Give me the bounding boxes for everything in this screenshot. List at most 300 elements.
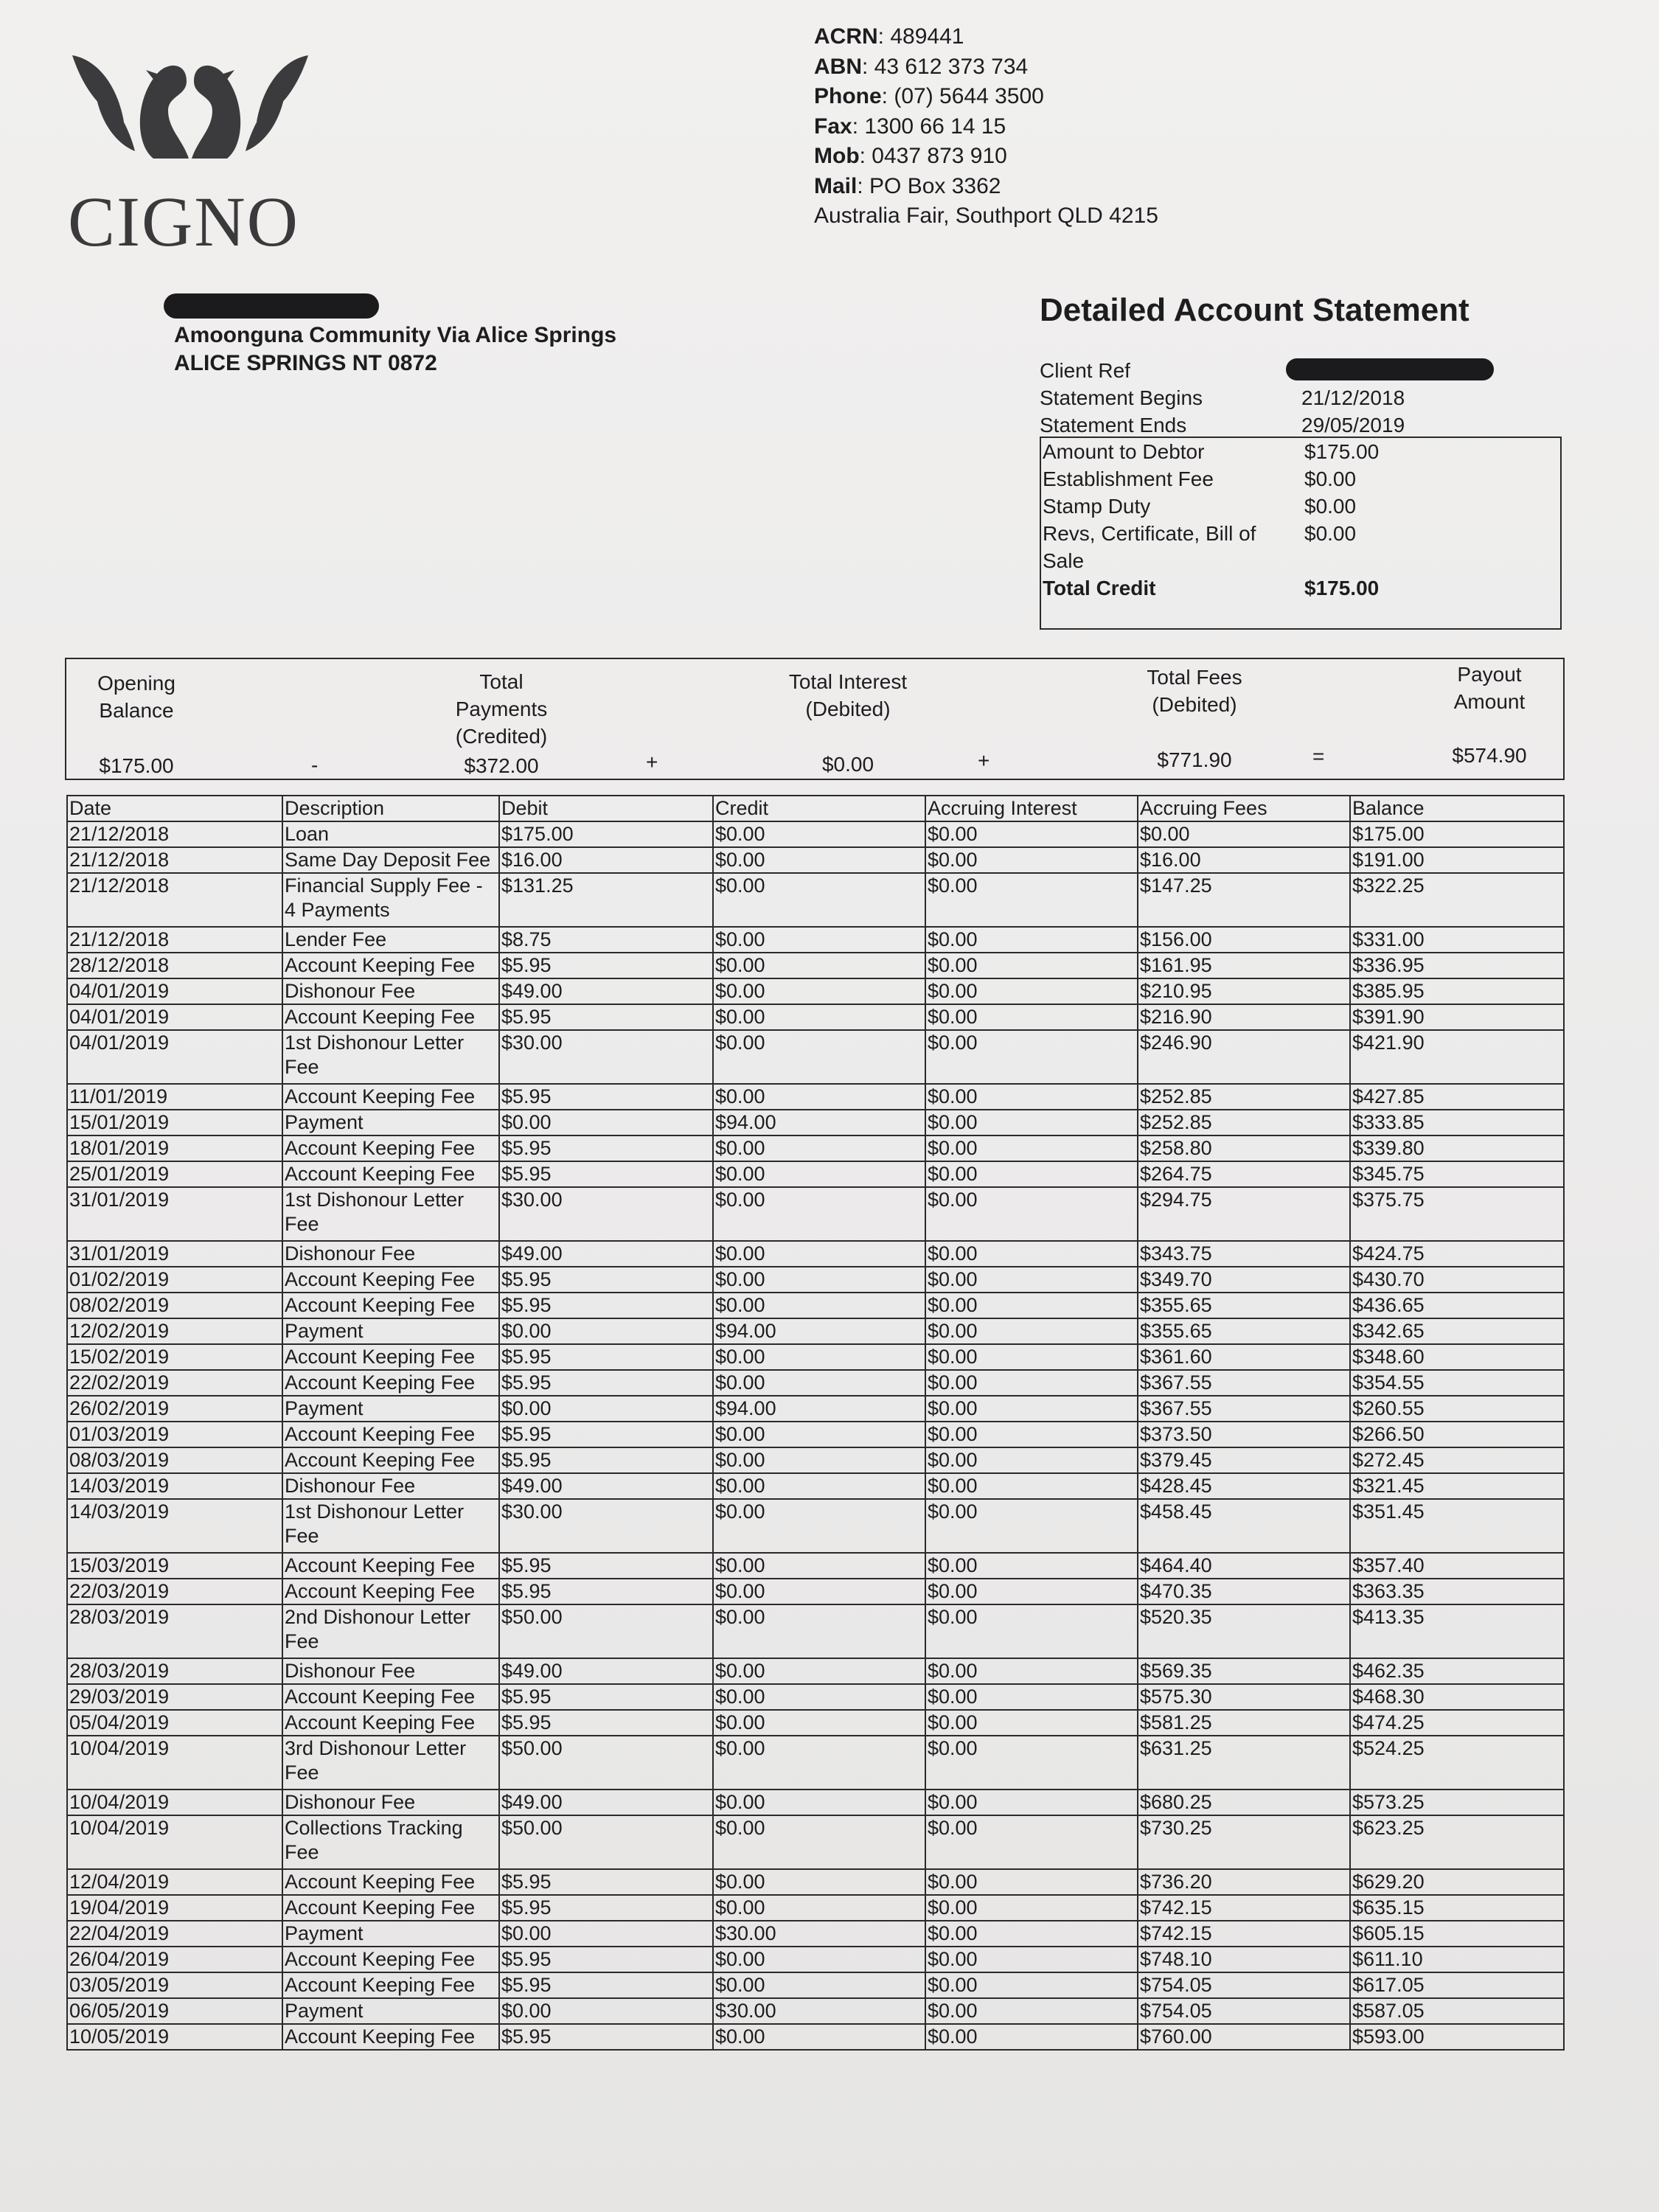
cell-accruing-fees: $379.45 — [1138, 1447, 1350, 1473]
cell-date: 31/01/2019 — [67, 1241, 282, 1267]
cell-accruing-fees: $575.30 — [1138, 1684, 1350, 1710]
cell-description: Account Keeping Fee — [282, 1267, 499, 1293]
cell-accruing-interest: $0.00 — [925, 1110, 1138, 1135]
cell-balance: $351.45 — [1350, 1499, 1564, 1553]
table-row — [67, 1135, 1564, 1161]
cell-balance: $385.95 — [1350, 978, 1564, 1004]
cell-balance: $468.30 — [1350, 1684, 1564, 1710]
cell-accruing-fees: $349.70 — [1138, 1267, 1350, 1293]
cell-credit: $0.00 — [713, 873, 925, 927]
cell-credit: $0.00 — [713, 821, 925, 847]
total-payments-value: $372.00 — [464, 754, 539, 777]
cell-debit: $0.00 — [499, 1921, 713, 1947]
cell-description: Account Keeping Fee — [282, 1135, 499, 1161]
cell-debit: $50.00 — [499, 1815, 713, 1869]
cell-accruing-interest: $0.00 — [925, 927, 1138, 953]
cell-date: 21/12/2018 — [67, 821, 282, 847]
establishment-fee-value: $0.00 — [1304, 467, 1357, 490]
cell-credit: $0.00 — [713, 1344, 925, 1370]
cell-description: Account Keeping Fee — [282, 1947, 499, 1972]
payout-amount-value: $574.90 — [1452, 744, 1527, 767]
revs-label-cont: Sale — [1043, 549, 1085, 572]
total-interest: Total Interest (Debited) — [788, 670, 908, 720]
cell-description: 2nd Dishonour Letter Fee — [282, 1604, 499, 1658]
cell-credit: $0.00 — [713, 1293, 925, 1318]
cell-debit: $131.25 — [499, 873, 713, 927]
cell-credit: $0.00 — [713, 1710, 925, 1736]
cell-credit: $0.00 — [713, 1135, 925, 1161]
cell-accruing-interest: $0.00 — [925, 1604, 1138, 1658]
table-row — [67, 1579, 1564, 1604]
cell-credit: $94.00 — [713, 1110, 925, 1135]
col-credit: Credit — [713, 796, 925, 821]
cell-debit: $49.00 — [499, 1473, 713, 1499]
cell-date: 04/01/2019 — [67, 1030, 282, 1084]
cell-credit: $0.00 — [713, 1473, 925, 1499]
cell-debit: $5.95 — [499, 1684, 713, 1710]
cell-date: 05/04/2019 — [67, 1710, 282, 1736]
cell-accruing-interest: $0.00 — [925, 1004, 1138, 1030]
cell-date: 18/01/2019 — [67, 1135, 282, 1161]
cell-description: Lender Fee — [282, 927, 499, 953]
cell-debit: $50.00 — [499, 1604, 713, 1658]
stamp-duty-value: $0.00 — [1304, 495, 1357, 518]
cell-accruing-fees: $428.45 — [1138, 1473, 1350, 1499]
cell-date: 10/04/2019 — [67, 1736, 282, 1790]
cell-description: Account Keeping Fee — [282, 1869, 499, 1895]
cell-description: Dishonour Fee — [282, 1241, 499, 1267]
cell-description: Payment — [282, 1110, 499, 1135]
revs-value: $0.00 — [1304, 522, 1357, 545]
table-row — [67, 1396, 1564, 1422]
cell-accruing-interest: $0.00 — [925, 1187, 1138, 1241]
table-row — [67, 1710, 1564, 1736]
cell-debit: $5.95 — [499, 1947, 713, 1972]
recipient-line-2: ALICE SPRINGS NT 0872 — [174, 351, 437, 375]
cell-description: Payment — [282, 1318, 499, 1344]
cell-accruing-fees: $252.85 — [1138, 1110, 1350, 1135]
cell-debit: $5.95 — [499, 1004, 713, 1030]
cell-debit: $5.95 — [499, 1084, 713, 1110]
cell-accruing-fees: $464.40 — [1138, 1553, 1350, 1579]
cell-credit: $0.00 — [713, 1422, 925, 1447]
cell-accruing-interest: $0.00 — [925, 1579, 1138, 1604]
cell-date: 03/05/2019 — [67, 1972, 282, 1998]
cell-accruing-interest: $0.00 — [925, 1370, 1138, 1396]
cell-accruing-fees: $16.00 — [1138, 847, 1350, 873]
stamp-duty-label: Stamp Duty — [1043, 495, 1151, 518]
cell-accruing-interest: $0.00 — [925, 1790, 1138, 1815]
cell-credit: $0.00 — [713, 1579, 925, 1604]
table-row — [67, 1604, 1564, 1658]
cell-description: Dishonour Fee — [282, 978, 499, 1004]
cell-description: 1st Dishonour Letter Fee — [282, 1030, 499, 1084]
table-row — [67, 978, 1564, 1004]
cell-credit: $0.00 — [713, 1267, 925, 1293]
table-row — [67, 1030, 1564, 1084]
cell-credit: $0.00 — [713, 1658, 925, 1684]
cell-debit: $5.95 — [499, 1895, 713, 1921]
cell-accruing-fees: $581.25 — [1138, 1710, 1350, 1736]
cell-description: Account Keeping Fee — [282, 1422, 499, 1447]
cell-accruing-interest: $0.00 — [925, 1658, 1138, 1684]
cell-credit: $0.00 — [713, 1895, 925, 1921]
cell-balance: $427.85 — [1350, 1084, 1564, 1110]
table-row — [67, 1241, 1564, 1267]
cell-balance: $413.35 — [1350, 1604, 1564, 1658]
table-row — [67, 1004, 1564, 1030]
cell-credit: $0.00 — [713, 1604, 925, 1658]
revs-label: Revs, Certificate, Bill of — [1043, 522, 1256, 545]
cell-accruing-fees: $736.20 — [1138, 1869, 1350, 1895]
cell-date: 08/03/2019 — [67, 1447, 282, 1473]
col-balance: Balance — [1350, 796, 1564, 821]
cell-balance: $342.65 — [1350, 1318, 1564, 1344]
cell-accruing-fees: $156.00 — [1138, 927, 1350, 953]
minus-sign: - — [311, 754, 319, 776]
cell-description: Loan — [282, 821, 499, 847]
table-row — [67, 927, 1564, 953]
cell-balance: $363.35 — [1350, 1579, 1564, 1604]
total-credit-label: Total Credit — [1043, 577, 1156, 599]
cell-accruing-interest: $0.00 — [925, 1998, 1138, 2024]
cell-date: 11/01/2019 — [67, 1084, 282, 1110]
cell-balance: $260.55 — [1350, 1396, 1564, 1422]
establishment-fee-label: Establishment Fee — [1043, 467, 1214, 490]
cell-debit: $30.00 — [499, 1187, 713, 1241]
table-row — [67, 1869, 1564, 1895]
cell-credit: $0.00 — [713, 1161, 925, 1187]
cell-debit: $5.95 — [499, 1370, 713, 1396]
cell-date: 19/04/2019 — [67, 1895, 282, 1921]
table-row — [67, 1267, 1564, 1293]
cell-accruing-interest: $0.00 — [925, 1293, 1138, 1318]
company-contact — [814, 22, 1158, 232]
cell-credit: $30.00 — [713, 1998, 925, 2024]
cell-date: 29/03/2019 — [67, 1684, 282, 1710]
cell-description: Account Keeping Fee — [282, 1579, 499, 1604]
table-row — [67, 1473, 1564, 1499]
client-ref-label: Client Ref — [1040, 359, 1130, 382]
cell-accruing-fees: $748.10 — [1138, 1947, 1350, 1972]
mail: Mail: PO Box 3362 — [814, 173, 1001, 198]
payout-amount: Payout Amount — [1453, 663, 1526, 713]
table-row — [67, 1736, 1564, 1790]
cell-accruing-interest: $0.00 — [925, 1895, 1138, 1921]
cell-accruing-fees: $458.45 — [1138, 1499, 1350, 1553]
cell-date: 21/12/2018 — [67, 847, 282, 873]
table-row — [67, 1187, 1564, 1241]
cell-credit: $0.00 — [713, 1947, 925, 1972]
cell-accruing-interest: $0.00 — [925, 847, 1138, 873]
cell-accruing-fees: $264.75 — [1138, 1161, 1350, 1187]
cell-date: 01/02/2019 — [67, 1267, 282, 1293]
table-row — [67, 1110, 1564, 1135]
amount-to-debtor-value: $175.00 — [1304, 440, 1380, 463]
cell-accruing-interest: $0.00 — [925, 1710, 1138, 1736]
cell-description: Account Keeping Fee — [282, 2024, 499, 2050]
cell-description: Payment — [282, 1998, 499, 2024]
acrn: ACRN: 489441 — [814, 24, 964, 49]
cell-accruing-interest: $0.00 — [925, 1921, 1138, 1947]
statement-ends-label: Statement Ends — [1040, 414, 1187, 437]
cell-accruing-interest: $0.00 — [925, 1869, 1138, 1895]
cell-debit: $5.95 — [499, 1161, 713, 1187]
cell-balance: $462.35 — [1350, 1658, 1564, 1684]
cell-balance: $474.25 — [1350, 1710, 1564, 1736]
table-row — [67, 873, 1564, 927]
cell-date: 10/04/2019 — [67, 1790, 282, 1815]
cell-balance: $345.75 — [1350, 1161, 1564, 1187]
table-row — [67, 1370, 1564, 1396]
cell-credit: $0.00 — [713, 1815, 925, 1869]
table-row — [67, 1921, 1564, 1947]
cell-balance: $593.00 — [1350, 2024, 1564, 2050]
total-fees-value: $771.90 — [1157, 748, 1232, 771]
cell-accruing-fees: $367.55 — [1138, 1370, 1350, 1396]
statement-title: Detailed Account Statement — [1040, 292, 1470, 328]
cell-balance: $331.00 — [1350, 927, 1564, 953]
cell-accruing-interest: $0.00 — [925, 1684, 1138, 1710]
cell-accruing-fees: $216.90 — [1138, 1004, 1350, 1030]
cell-accruing-interest: $0.00 — [925, 1447, 1138, 1473]
cell-balance: $430.70 — [1350, 1267, 1564, 1293]
table-row — [67, 1422, 1564, 1447]
cell-debit: $5.95 — [499, 1135, 713, 1161]
redacted-name — [164, 293, 379, 319]
cell-accruing-interest: $0.00 — [925, 821, 1138, 847]
cell-description: 1st Dishonour Letter Fee — [282, 1187, 499, 1241]
cell-balance: $333.85 — [1350, 1110, 1564, 1135]
cell-date: 15/03/2019 — [67, 1553, 282, 1579]
cell-date: 10/05/2019 — [67, 2024, 282, 2050]
cell-date: 15/02/2019 — [67, 1344, 282, 1370]
cell-credit: $0.00 — [713, 1004, 925, 1030]
cell-balance: $611.10 — [1350, 1947, 1564, 1972]
cell-credit: $0.00 — [713, 2024, 925, 2050]
cell-debit: $5.95 — [499, 1447, 713, 1473]
cell-debit: $49.00 — [499, 1790, 713, 1815]
cell-accruing-fees: $294.75 — [1138, 1187, 1350, 1241]
plus-sign-1: + — [646, 751, 658, 773]
cell-credit: $30.00 — [713, 1921, 925, 1947]
table-row — [67, 1972, 1564, 1998]
cell-debit: $5.95 — [499, 1344, 713, 1370]
cell-debit: $5.95 — [499, 1710, 713, 1736]
cell-debit: $8.75 — [499, 927, 713, 953]
cell-date: 04/01/2019 — [67, 978, 282, 1004]
total-credit-value: $175.00 — [1304, 577, 1380, 599]
cell-description: Account Keeping Fee — [282, 1553, 499, 1579]
cell-debit: $49.00 — [499, 1241, 713, 1267]
cell-balance: $391.90 — [1350, 1004, 1564, 1030]
cell-description: Account Keeping Fee — [282, 1447, 499, 1473]
mail-address: Australia Fair, Southport QLD 4215 — [814, 204, 1158, 228]
cell-balance: $524.25 — [1350, 1736, 1564, 1790]
cell-description: 1st Dishonour Letter Fee — [282, 1499, 499, 1553]
cell-description: Payment — [282, 1396, 499, 1422]
table-row — [67, 1998, 1564, 2024]
cell-debit: $49.00 — [499, 1658, 713, 1684]
cell-debit: $5.95 — [499, 1579, 713, 1604]
table-row — [67, 821, 1564, 847]
col-date: Date — [67, 796, 282, 821]
cell-balance: $357.40 — [1350, 1553, 1564, 1579]
cell-accruing-fees: $246.90 — [1138, 1030, 1350, 1084]
table-row — [67, 1318, 1564, 1344]
cell-balance: $421.90 — [1350, 1030, 1564, 1084]
cell-debit: $5.95 — [499, 1972, 713, 1998]
opening-balance-value: $175.00 — [99, 754, 174, 777]
cell-credit: $0.00 — [713, 1499, 925, 1553]
cell-description: Account Keeping Fee — [282, 1895, 499, 1921]
table-row — [67, 1815, 1564, 1869]
cell-description: Dishonour Fee — [282, 1473, 499, 1499]
abn: ABN: 43 612 373 734 — [814, 54, 1029, 79]
cell-description: Account Keeping Fee — [282, 1004, 499, 1030]
cell-date: 06/05/2019 — [67, 1998, 282, 2024]
cell-accruing-fees: $258.80 — [1138, 1135, 1350, 1161]
cell-credit: $0.00 — [713, 1084, 925, 1110]
opening-balance: Opening Balance — [97, 672, 175, 722]
cell-date: 22/03/2019 — [67, 1579, 282, 1604]
table-row — [67, 1084, 1564, 1110]
equals-sign: = — [1312, 745, 1325, 768]
cell-accruing-fees: $361.60 — [1138, 1344, 1350, 1370]
cell-balance: $354.55 — [1350, 1370, 1564, 1396]
cell-credit: $0.00 — [713, 1684, 925, 1710]
cell-accruing-interest: $0.00 — [925, 1473, 1138, 1499]
cell-accruing-fees: $252.85 — [1138, 1084, 1350, 1110]
table-row — [67, 1684, 1564, 1710]
transactions-table — [66, 795, 1565, 2051]
cell-balance: $348.60 — [1350, 1344, 1564, 1370]
cell-date: 14/03/2019 — [67, 1499, 282, 1553]
cell-credit: $94.00 — [713, 1396, 925, 1422]
cell-date: 28/03/2019 — [67, 1658, 282, 1684]
cell-debit: $30.00 — [499, 1499, 713, 1553]
cell-debit: $175.00 — [499, 821, 713, 847]
cell-debit: $0.00 — [499, 1110, 713, 1135]
cell-accruing-interest: $0.00 — [925, 1030, 1138, 1084]
cell-accruing-fees: $343.75 — [1138, 1241, 1350, 1267]
cell-credit: $0.00 — [713, 1553, 925, 1579]
cell-accruing-fees: $631.25 — [1138, 1736, 1350, 1790]
cell-accruing-interest: $0.00 — [925, 1947, 1138, 1972]
table-row — [67, 1658, 1564, 1684]
table-row — [67, 1790, 1564, 1815]
credit-box — [1040, 437, 1562, 630]
cell-accruing-interest: $0.00 — [925, 1422, 1138, 1447]
cell-date: 28/12/2018 — [67, 953, 282, 978]
cell-accruing-interest: $0.00 — [925, 1267, 1138, 1293]
cell-accruing-fees: $161.95 — [1138, 953, 1350, 978]
statement-ends-value: 29/05/2019 — [1301, 414, 1405, 437]
cell-date: 22/02/2019 — [67, 1370, 282, 1396]
cell-balance: $623.25 — [1350, 1815, 1564, 1869]
cell-debit: $5.95 — [499, 2024, 713, 2050]
cell-debit: $50.00 — [499, 1736, 713, 1790]
cell-debit: $0.00 — [499, 1318, 713, 1344]
cell-debit: $5.95 — [499, 1422, 713, 1447]
cell-description: Same Day Deposit Fee — [282, 847, 499, 873]
balance-summary — [65, 658, 1565, 780]
cell-accruing-fees: $760.00 — [1138, 2024, 1350, 2050]
cell-balance: $321.45 — [1350, 1473, 1564, 1499]
cell-debit: $49.00 — [499, 978, 713, 1004]
cell-balance: $436.65 — [1350, 1293, 1564, 1318]
cell-balance: $587.05 — [1350, 1998, 1564, 2024]
total-payments: Total Payments (Credited) — [455, 670, 548, 748]
cell-accruing-fees: $520.35 — [1138, 1604, 1350, 1658]
cell-accruing-fees: $742.15 — [1138, 1921, 1350, 1947]
table-row — [67, 1947, 1564, 1972]
cell-date: 15/01/2019 — [67, 1110, 282, 1135]
cell-accruing-fees: $730.25 — [1138, 1815, 1350, 1869]
cell-date: 01/03/2019 — [67, 1422, 282, 1447]
table-row — [67, 847, 1564, 873]
statement-begins-value: 21/12/2018 — [1301, 386, 1405, 409]
cell-accruing-fees: $367.55 — [1138, 1396, 1350, 1422]
cell-credit: $0.00 — [713, 1030, 925, 1084]
cell-accruing-interest: $0.00 — [925, 1318, 1138, 1344]
statement-begins-label: Statement Begins — [1040, 386, 1203, 409]
statement-meta — [1040, 357, 1405, 439]
table-header — [67, 796, 1564, 821]
cell-debit: $5.95 — [499, 1267, 713, 1293]
cell-debit: $0.00 — [499, 1396, 713, 1422]
cell-description: Account Keeping Fee — [282, 1972, 499, 1998]
cell-credit: $94.00 — [713, 1318, 925, 1344]
cell-credit: $0.00 — [713, 1736, 925, 1790]
cell-accruing-fees: $0.00 — [1138, 821, 1350, 847]
cell-credit: $0.00 — [713, 1972, 925, 1998]
cell-credit: $0.00 — [713, 1370, 925, 1396]
col-accruing-interest: Accruing Interest — [925, 796, 1138, 821]
cell-debit: $5.95 — [499, 953, 713, 978]
cell-accruing-interest: $0.00 — [925, 1815, 1138, 1869]
cell-description: Account Keeping Fee — [282, 1084, 499, 1110]
cell-description: Account Keeping Fee — [282, 1293, 499, 1318]
cell-balance: $617.05 — [1350, 1972, 1564, 1998]
cell-accruing-interest: $0.00 — [925, 873, 1138, 927]
cell-date: 21/12/2018 — [67, 873, 282, 927]
cell-credit: $0.00 — [713, 1447, 925, 1473]
cell-description: Dishonour Fee — [282, 1790, 499, 1815]
cell-balance: $375.75 — [1350, 1187, 1564, 1241]
cell-date: 08/02/2019 — [67, 1293, 282, 1318]
cell-balance: $266.50 — [1350, 1422, 1564, 1447]
col-description: Description — [282, 796, 499, 821]
cell-date: 04/01/2019 — [67, 1004, 282, 1030]
cell-debit: $5.95 — [499, 1553, 713, 1579]
cell-balance: $272.45 — [1350, 1447, 1564, 1473]
cell-accruing-fees: $210.95 — [1138, 978, 1350, 1004]
cell-debit: $0.00 — [499, 1998, 713, 2024]
cell-date: 26/04/2019 — [67, 1947, 282, 1972]
cell-accruing-fees: $470.35 — [1138, 1579, 1350, 1604]
cell-balance: $629.20 — [1350, 1869, 1564, 1895]
cell-accruing-fees: $754.05 — [1138, 1998, 1350, 2024]
cell-balance: $175.00 — [1350, 821, 1564, 847]
cell-description: Account Keeping Fee — [282, 1344, 499, 1370]
table-row — [67, 1499, 1564, 1553]
cell-accruing-fees: $355.65 — [1138, 1318, 1350, 1344]
cell-description: Account Keeping Fee — [282, 1684, 499, 1710]
table-body — [67, 821, 1564, 2050]
cell-accruing-interest: $0.00 — [925, 1161, 1138, 1187]
cell-date: 14/03/2019 — [67, 1473, 282, 1499]
